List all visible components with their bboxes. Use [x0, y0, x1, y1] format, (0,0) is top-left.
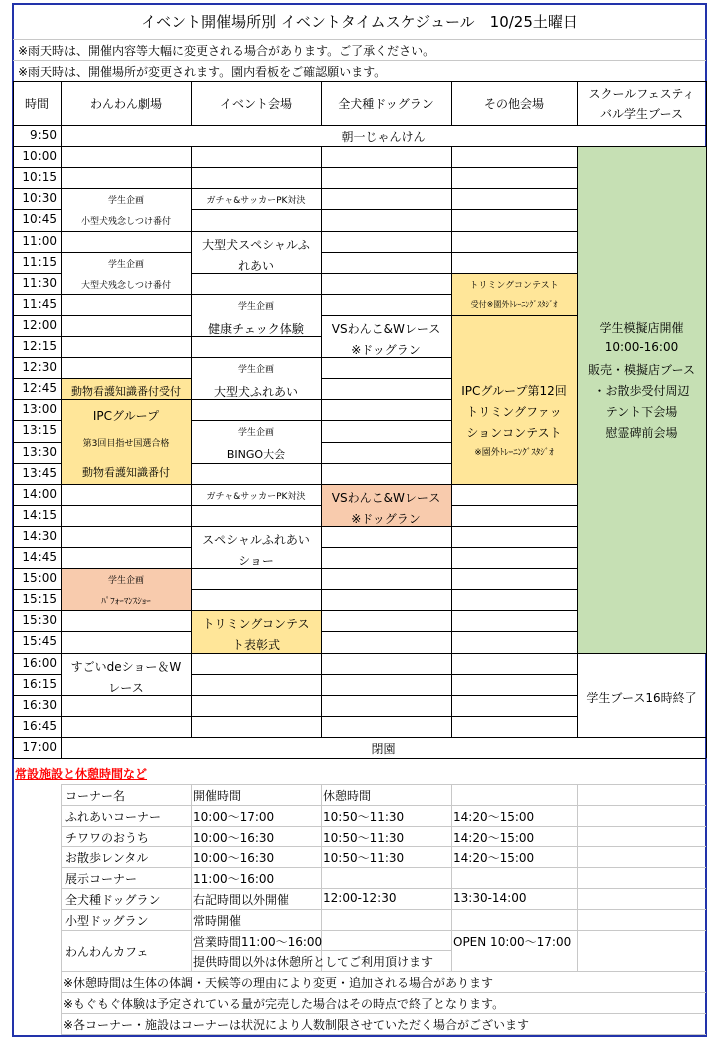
grid-line: [13, 336, 61, 337]
time-label: 13:45: [22, 466, 57, 480]
time-label: 17:00: [22, 740, 57, 754]
grid-line: [191, 505, 321, 506]
facility-break-2: 13:30-14:00: [453, 891, 527, 905]
grid-line: [191, 231, 321, 232]
time-label: 12:45: [22, 381, 57, 395]
grid-line: [451, 252, 577, 253]
grid-line: [321, 315, 451, 316]
grid-line: [61, 930, 706, 931]
grid-line: [61, 547, 191, 548]
event-performance-show: 学生企画: [107, 576, 144, 586]
facility-name: 小型ドッグラン: [65, 914, 149, 928]
time-label: 12:15: [22, 339, 57, 353]
time-label: 10:45: [22, 212, 57, 226]
facility-name: チワワのおうち: [65, 831, 150, 845]
grid-line: [13, 631, 61, 632]
event-student-booths: ・お散歩受付周辺: [593, 384, 690, 398]
grid-line: [577, 653, 706, 654]
grid-line: [451, 568, 577, 569]
grid-line: [451, 188, 577, 189]
grid-line: [61, 867, 706, 868]
grid-line: [13, 125, 706, 126]
facility-col-name: コーナー名: [65, 789, 126, 803]
grid-line: [451, 737, 577, 738]
grid-line: [61, 737, 191, 738]
grid-line: [191, 188, 321, 189]
facility-open-hours: 右記時間以外開催: [193, 893, 290, 907]
time-label: 14:00: [22, 487, 57, 501]
grid-line: [61, 568, 191, 569]
grid-line: [13, 273, 61, 274]
grid-line: [191, 716, 321, 717]
grid-line: [13, 399, 61, 400]
grid-line: [61, 378, 191, 379]
grid-line: [61, 610, 191, 611]
event-vs-race-2: VSわんこ&Wレース: [331, 491, 441, 505]
time-label: 16:45: [22, 719, 57, 733]
event-large-dog-bantsuke: 大型犬残念しつけ番付: [80, 281, 171, 291]
grid-line: [191, 463, 321, 464]
time-label: 16:00: [22, 656, 57, 670]
facility-note: ※休憩時間は生体の体調・天候等の理由により変更・追加される場合があります: [63, 976, 494, 990]
column-header-event-hall: イベント会場: [219, 97, 292, 111]
grid-line: [321, 758, 451, 759]
grid-line: [191, 526, 321, 527]
grid-line: [706, 125, 707, 758]
facility-break-2: 14:20～15:00: [453, 851, 535, 865]
time-label: 11:15: [22, 255, 57, 269]
facility-open-hours: 10:00～16:30: [193, 851, 275, 865]
grid-line: [451, 231, 577, 232]
grid-line: [191, 167, 321, 168]
event-special-fureai-show: スペシャルふれあい: [202, 533, 310, 547]
grid-line: [451, 273, 577, 274]
grid-line: [61, 909, 706, 910]
grid-line: [61, 784, 706, 785]
event-health-check: 健康チェック体験: [208, 322, 304, 336]
grid-line: [451, 758, 577, 759]
event-bingo: 学生企画: [237, 428, 274, 438]
grid-line: [61, 336, 191, 337]
grid-line: [321, 146, 451, 147]
grid-line: [13, 758, 61, 759]
facility-cafe-open: OPEN 10:00～17:00: [453, 935, 572, 949]
grid-line: [451, 505, 577, 506]
grid-line: [191, 357, 321, 358]
event-sugoi-de-show: レース: [108, 681, 144, 695]
time-label: 13:00: [22, 402, 57, 416]
time-label: 15:30: [22, 613, 57, 627]
grid-line: [13, 81, 706, 82]
event-trimming-reception: トリミングコンテスト: [469, 281, 559, 291]
grid-line: [451, 547, 577, 548]
event-gacha-pk-1: ガチャ&サッカーPK対決: [206, 196, 306, 206]
grid-line: [61, 971, 706, 972]
grid-line: [61, 188, 191, 189]
grid-line: [321, 568, 451, 569]
event-small-dog-bantsuke: 小型犬残念しつけ番付: [80, 217, 171, 227]
time-label: 13:30: [22, 445, 57, 459]
grid-line: [61, 826, 706, 827]
grid-line: [61, 758, 191, 759]
grid-line: [451, 784, 452, 971]
facility-name: ふれあいコーナー: [65, 810, 162, 824]
time-label: 9:50: [30, 128, 57, 142]
time-label: 12:00: [22, 318, 57, 332]
event-trimming-contest: ※園外ﾄﾚｰﾆﾝｸﾞｽﾀｼﾞｵ: [474, 448, 554, 458]
facility-open-hours: 常時開催: [193, 914, 242, 928]
column-header-other-venue: その他会場: [483, 97, 544, 111]
grid-line: [13, 484, 61, 485]
grid-line: [13, 231, 61, 232]
grid-line: [451, 653, 577, 654]
grid-line: [451, 146, 577, 147]
grid-line: [13, 442, 61, 443]
grid-line: [321, 610, 451, 611]
grid-line: [321, 167, 451, 168]
grid-line: [13, 526, 61, 527]
facility-break-1: 10:50～11:30: [323, 851, 405, 865]
time-label: 14:45: [22, 550, 57, 564]
event-large-dog-bantsuke: 学生企画: [107, 260, 144, 270]
grid-line: [13, 463, 61, 464]
grid-line: [13, 60, 706, 61]
grid-line: [13, 610, 61, 611]
event-trimming-reception: 受付※園外ﾄﾚｰﾆﾝｸﾞｽﾀｼﾞｵ: [470, 300, 558, 309]
grid-line: [321, 631, 451, 632]
grid-line: [61, 315, 191, 316]
grid-line: [61, 653, 191, 654]
facility-note: ※もぐもぐ体験は予定されている量が完売した場合はその時点で終了となります。: [63, 997, 505, 1011]
grid-line: [61, 784, 62, 971]
time-label: 13:15: [22, 423, 57, 437]
event-special-fureai-show: ショー: [238, 554, 274, 568]
grid-line: [321, 294, 451, 295]
time-label: 16:15: [22, 677, 57, 691]
grid-line: [61, 992, 706, 993]
grid-line: [13, 39, 706, 40]
grid-line: [13, 209, 61, 210]
grid-line: [13, 653, 61, 654]
facility-open-hours: 10:00～16:30: [193, 831, 275, 845]
event-large-dog-fureai: れあい: [237, 259, 274, 273]
grid-line: [321, 252, 451, 253]
grid-line: [13, 716, 61, 717]
facility-break-2: 14:20～15:00: [453, 831, 535, 845]
event-ipc-kango-bantsuke: IPCグループ: [92, 409, 160, 423]
grid-line: [321, 589, 451, 590]
event-block-student-booths: [578, 147, 706, 653]
page-title: イベント開催場所別 イベントタイムスケジュール 10/25土曜日: [141, 13, 578, 31]
grid-line: [321, 695, 451, 696]
grid-line: [451, 695, 577, 696]
facility-break-1: 10:50～11:30: [323, 831, 405, 845]
event-health-check: 学生企画: [237, 302, 274, 312]
grid-line: [191, 674, 321, 675]
grid-line: [61, 888, 706, 889]
grid-line: [13, 146, 61, 147]
event-vs-race-2: ※ドッグラン: [351, 512, 421, 526]
event-performance-show: ﾊﾟﾌｫｰﾏﾝｽｼｮｰ: [101, 597, 151, 607]
event-large-dog-fureai: 大型犬スペシャルふ: [202, 238, 310, 252]
facility-col-break: 休憩時間: [323, 789, 372, 803]
grid-line: [61, 505, 191, 506]
facility-break-1: 10:50～11:30: [323, 810, 405, 824]
facility-break-1: 12:00-12:30: [323, 891, 397, 905]
grid-line: [13, 695, 61, 696]
facility-note: ※各コーナー・施設はコーナーは状況により人数制限させていただく場合がございます: [63, 1018, 530, 1032]
note-rain-2: ※雨天時は、開催場所が変更されます。園内看板をご確認願います。: [18, 65, 387, 79]
grid-line: [321, 547, 451, 548]
event-trimming-contest: IPCグループ第12回: [461, 384, 567, 398]
event-small-dog-bantsuke: 学生企画: [107, 196, 144, 206]
grid-line: [13, 252, 61, 253]
grid-line: [321, 463, 451, 464]
event-morning-janken: 朝一じゃんけん: [341, 130, 426, 144]
grid-line: [61, 294, 191, 295]
grid-line: [191, 737, 321, 738]
event-closing: 閉園: [371, 742, 396, 756]
grid-line: [321, 674, 451, 675]
grid-line: [191, 146, 321, 147]
facility-open-hours: 10:00～17:00: [193, 810, 275, 824]
column-header-wanwan-theater: わんわん劇場: [89, 97, 162, 111]
grid-line: [61, 526, 191, 527]
event-student-booths: テント下会場: [605, 405, 678, 419]
grid-line: [13, 568, 61, 569]
grid-line: [321, 209, 451, 210]
facility-name: 展示コーナー: [65, 872, 138, 886]
event-student-booths: 慰霊碑前会場: [605, 426, 678, 440]
note-rain-1: ※雨天時は、開催内容等大幅に変更される場合があります。ご了承ください。: [18, 44, 436, 58]
grid-line: [191, 209, 321, 210]
facility-col-open: 開催時間: [193, 789, 242, 803]
grid-line: [451, 315, 577, 316]
event-bingo: BINGO大会: [226, 448, 286, 461]
grid-line: [321, 378, 451, 379]
grid-line: [191, 695, 321, 696]
grid-line: [61, 357, 191, 358]
grid-line: [13, 357, 61, 358]
column-header-school-1: スクールフェスティ: [588, 87, 695, 101]
grid-line: [321, 188, 451, 189]
column-header-time: 時間: [24, 97, 49, 111]
event-trimming-award: ト表彰式: [231, 638, 280, 652]
column-header-school-2: バル学生ブース: [599, 107, 684, 121]
grid-line: [191, 653, 321, 654]
time-label: 11:45: [22, 297, 57, 311]
time-label: 10:00: [22, 149, 57, 163]
grid-line: [13, 420, 61, 421]
grid-line: [61, 167, 191, 168]
grid-line: [61, 252, 191, 253]
grid-line: [321, 146, 322, 737]
grid-line: [13, 737, 61, 738]
grid-line: [451, 716, 577, 717]
grid-line: [13, 505, 61, 506]
time-label: 10:15: [22, 170, 57, 184]
event-large-dog-fureai-student: 学生企画: [237, 365, 274, 375]
facility-break-2: 14:20～15:00: [453, 810, 535, 824]
grid-line: [706, 81, 707, 125]
grid-line: [191, 420, 321, 421]
event-trimming-contest: トリミングファッ: [466, 405, 562, 419]
grid-line: [321, 231, 451, 232]
event-student-booths: 10:00-16:00: [604, 340, 679, 354]
column-header-dogrun: 全犬種ドッグラン: [338, 97, 434, 111]
time-label: 10:30: [22, 191, 57, 205]
grid-line: [13, 674, 61, 675]
facility-cafe-name: わんわんカフェ: [65, 945, 149, 959]
event-ipc-kango-bantsuke: 第3回目指せ国選合格: [82, 439, 170, 449]
grid-line: [13, 294, 61, 295]
facility-open-hours: 11:00～16:00: [193, 872, 275, 886]
grid-line: [13, 315, 61, 316]
grid-line: [61, 484, 191, 485]
time-label: 14:15: [22, 508, 57, 522]
grid-line: [61, 631, 191, 632]
grid-line: [13, 378, 61, 379]
grid-line: [321, 716, 451, 717]
grid-line: [451, 589, 577, 590]
event-block-trimming-contest: [452, 316, 577, 484]
grid-line: [13, 547, 61, 548]
time-label: 12:30: [22, 360, 57, 374]
grid-line: [451, 146, 452, 737]
event-vs-race-1: VSわんこ&Wレース: [331, 322, 441, 336]
facilities-heading: 常設施設と休憩時間など: [15, 767, 148, 781]
event-large-dog-fureai-student: 大型犬ふれあい: [213, 385, 298, 399]
event-trimming-contest: ションコンテスト: [466, 426, 562, 440]
time-label: 11:30: [22, 276, 57, 290]
event-student-booths: 販売・模擬店ブース: [587, 363, 696, 377]
grid-line: [577, 146, 578, 737]
grid-line: [451, 526, 577, 527]
facility-name: お散歩レンタル: [65, 851, 149, 865]
grid-line: [451, 610, 577, 611]
event-student-booth-end: 学生ブース16時終了: [586, 691, 697, 705]
event-gacha-pk-2: ガチャ&サッカーPK対決: [206, 492, 306, 502]
grid-line: [13, 125, 14, 758]
time-label: 11:00: [22, 234, 57, 248]
time-label: 16:30: [22, 698, 57, 712]
grid-line: [451, 484, 577, 485]
grid-line: [61, 716, 191, 717]
grid-line: [321, 273, 451, 274]
event-student-booths: 学生模擬店開催: [599, 321, 684, 335]
grid-line: [191, 610, 321, 611]
grid-line: [321, 420, 451, 421]
event-vs-race-1: ※ドッグラン: [351, 343, 421, 357]
grid-line: [577, 758, 706, 759]
event-kango-uketsuke: 動物看護知識番付受付: [71, 385, 181, 398]
grid-line: [13, 188, 61, 189]
grid-line: [577, 146, 706, 147]
grid-line: [61, 1013, 706, 1014]
grid-line: [321, 653, 451, 654]
grid-line: [191, 294, 321, 295]
grid-line: [191, 589, 321, 590]
grid-line: [13, 167, 61, 168]
facility-name: 全犬種ドッグラン: [65, 893, 161, 907]
grid-line: [61, 846, 706, 847]
grid-line: [321, 442, 451, 443]
grid-line: [321, 399, 451, 400]
grid-line: [61, 805, 706, 806]
grid-line: [321, 737, 451, 738]
event-ipc-kango-bantsuke: 動物看護知識番付: [82, 466, 170, 479]
grid-line: [61, 971, 62, 1034]
facility-cafe-note: 提供時間以外は休憩所としてご利用頂けます: [193, 955, 434, 969]
grid-line: [451, 167, 577, 168]
grid-line: [451, 674, 577, 675]
grid-line: [61, 399, 191, 400]
grid-line: [191, 484, 321, 485]
grid-line: [61, 1034, 706, 1035]
time-label: 15:00: [22, 571, 57, 585]
grid-line: [451, 209, 577, 210]
grid-line: [191, 758, 321, 759]
facility-cafe-hours: 営業時間11:00～16:00: [193, 935, 323, 949]
grid-line: [13, 589, 61, 590]
grid-line: [61, 146, 191, 147]
time-label: 14:30: [22, 529, 57, 543]
event-sugoi-de-show: すごいdeショー＆W: [70, 660, 182, 674]
event-trimming-award: トリミングコンテス: [202, 617, 310, 631]
grid-line: [321, 484, 451, 485]
time-label: 15:45: [22, 634, 57, 648]
grid-line: [451, 631, 577, 632]
time-label: 15:15: [22, 592, 57, 606]
grid-line: [577, 737, 706, 738]
grid-line: [61, 231, 191, 232]
